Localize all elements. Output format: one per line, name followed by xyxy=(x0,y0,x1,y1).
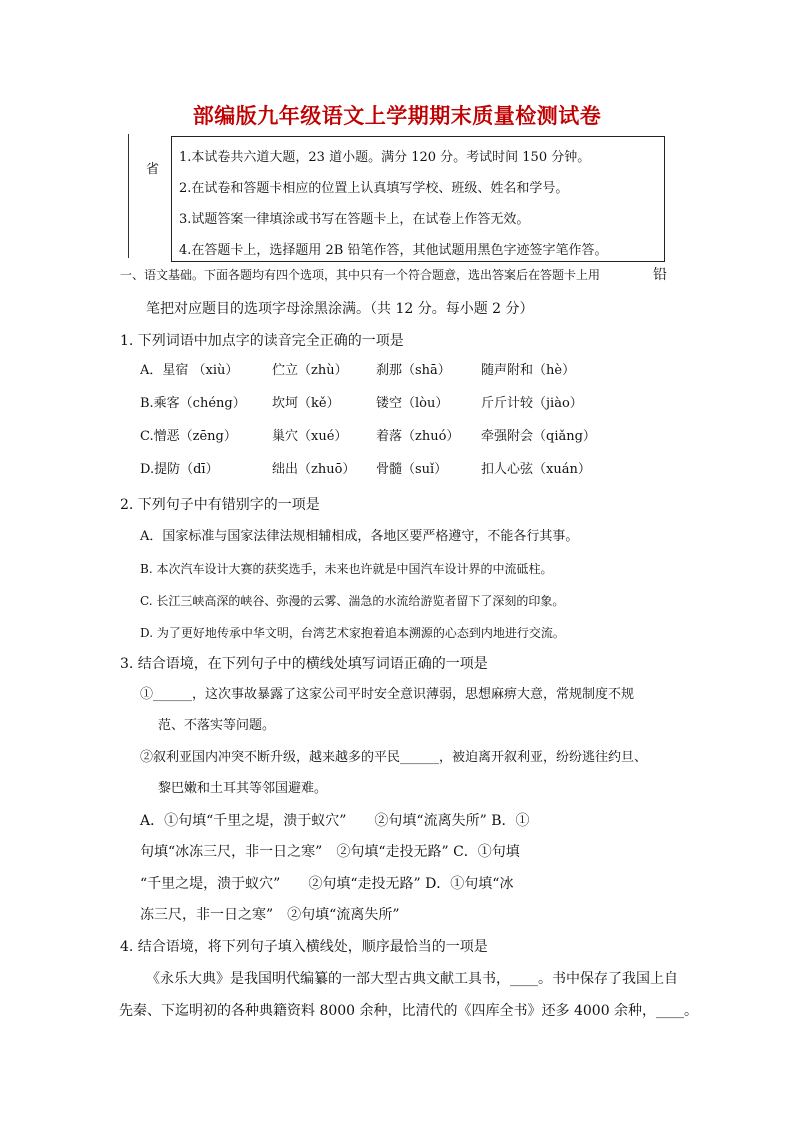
q2-option-d: D. 为了更好地传承中华文明，台湾艺术家抱着追本溯源的心态到内地进行交流。 xyxy=(140,626,565,640)
section1-line1-tail: 铅 xyxy=(653,267,667,283)
q3-options-line4: 冻三尺，非一日之寒” ②句填“流离失所” xyxy=(140,907,400,923)
q1-c-2: 巢穴（xué） xyxy=(272,429,348,444)
q1-c-4: 牵强附会（qiǎng） xyxy=(481,429,596,444)
q1-c-3: 着落（zhuó） xyxy=(376,429,460,444)
q1-b-3: 镂空（lòu） xyxy=(376,396,449,411)
q3-sentence1-b: 范、不落实等问题。 xyxy=(158,718,276,733)
q2-stem: 2. 下列句子中有错别字的一项是 xyxy=(120,497,320,513)
q1-stem: 1. 下列词语中加点字的读音完全正确的一项是 xyxy=(120,333,404,349)
q1-d-3: 骨髓（suǐ） xyxy=(376,462,448,477)
q4-passage-line2: 先秦、下迄明初的各种典籍资料 8000 余种，比清代的《四库全书》还多 4000 余种，____。 xyxy=(119,1003,699,1019)
section1-line1: 一、语文基础。下面各题均有四个选项，其中只有一个符合题意，选出答案后在答题卡上用 xyxy=(120,268,601,282)
q4-stem: 4. 结合语境，将下列句子填入横线处，顺序最恰当的一项是 xyxy=(120,939,488,955)
page-title: 部编版九年级语文上学期期末质量检测试卷 xyxy=(192,103,602,128)
q1-a-2: 伫立（zhù） xyxy=(272,363,348,378)
q1-b-2: 坎坷（kě） xyxy=(272,396,340,411)
q3-sentence2-b: 黎巴嫩和土耳其等邻国避难。 xyxy=(158,781,328,796)
q1-a-3: 刹那（shā） xyxy=(376,363,451,378)
binding-mark: 省 xyxy=(146,162,160,177)
q2-option-b: B. 本次汽车设计大赛的获奖选手，未来也许就是中国汽车设计界的中流砥柱。 xyxy=(140,562,553,576)
instruction-1: 1.本试卷共六道大题，23 道小题。满分 120 分。考试时间 150 分钟。 xyxy=(179,150,591,165)
q2-option-c: C. 长江三峡高深的峡谷、弥漫的云雾、湍急的水流给游览者留下了深刻的印象。 xyxy=(140,594,565,608)
q1-d-1: D.提防（dī） xyxy=(140,462,219,477)
q1-b-1: B.乘客（chéng） xyxy=(140,396,246,411)
q1-c-1: C.憎恶（zēng） xyxy=(140,429,237,444)
instructions-box xyxy=(171,136,665,262)
instruction-4: 4.在答题卡上，选择题用 2B 铅笔作答，其他试题用黑色字迹签字笔作答。 xyxy=(179,243,608,258)
binding-line xyxy=(128,134,129,258)
section1-line2: 笔把对应题目的选项字母涂黑涂满。（共 12 分。每小题 2 分） xyxy=(146,301,534,317)
q3-options-line3: “千里之堤，溃于蚁穴” ②句填“走投无路” D．①句填“冰 xyxy=(140,876,514,892)
q1-b-4: 斤斤计较（jiào） xyxy=(481,396,583,411)
q3-options-line1: A．①句填“千里之堤，溃于蚁穴” ②句填“流离失所” B．① xyxy=(140,813,530,829)
q1-d-2: 绌出（zhuō） xyxy=(272,462,356,477)
q3-sentence2-a: ②叙利亚国内冲突不断升级，越来越多的平民______，被迫离开叙利亚，纷纷逃往约旦、 xyxy=(140,750,648,765)
instruction-2: 2.在试卷和答题卡相应的位置上认真填写学校、班级、姓名和学号。 xyxy=(179,181,569,196)
q3-stem: 3. 结合语境，在下列句子中的横线处填写词语正确的一项是 xyxy=(120,656,488,672)
instruction-3: 3.试题答案一律填涂或书写在答题卡上，在试卷上作答无效。 xyxy=(179,212,530,227)
q1-a-4: 随声附和（hè） xyxy=(481,363,576,378)
q1-a-1: A．星宿 （xiù） xyxy=(140,363,239,378)
q3-sentence1-a: ①______，这次事故暴露了这家公司平时安全意识薄弱，思想麻痹大意，常规制度不规 xyxy=(140,687,635,702)
q1-d-4: 扣人心弦（xuán） xyxy=(481,462,591,477)
q3-options-line2: 句填“冰冻三尺，非一日之寒” ②句填“走投无路” C．①句填 xyxy=(140,844,520,860)
q2-option-a: A．国家标准与国家法律法规相辅相成，各地区要严格遵守，不能各行其事。 xyxy=(140,529,579,544)
q4-passage-line1: 《永乐大典》是我国明代编纂的一部大型古典文献工具书，____。书中保存了我国上自 xyxy=(146,971,678,987)
